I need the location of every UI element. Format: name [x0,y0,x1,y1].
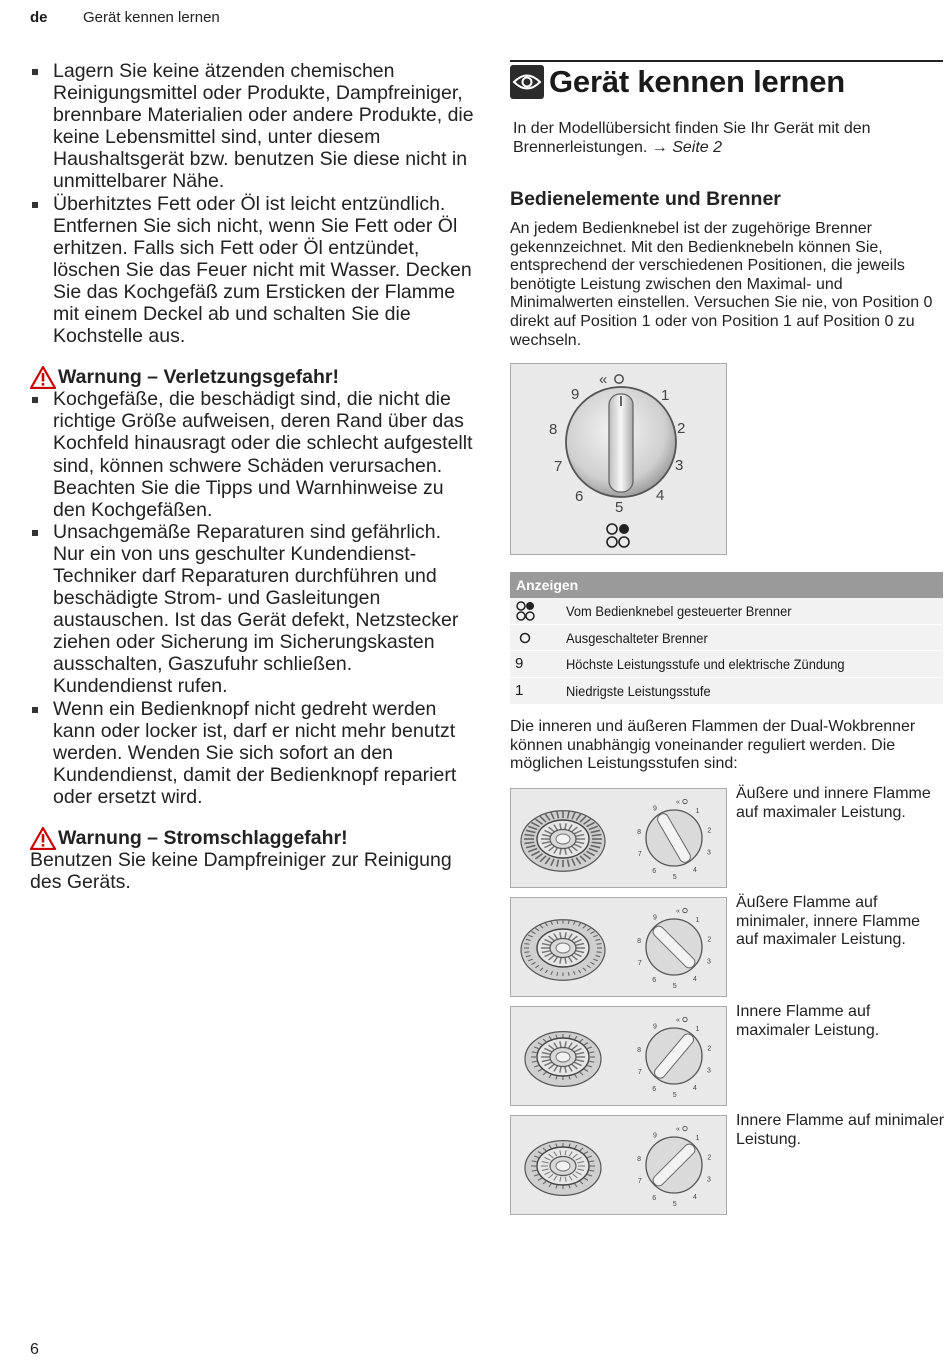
table-symbol: 1 [515,682,524,700]
page-title: Gerät kennen lernen [549,64,845,99]
knob-number: 4 [692,1085,697,1093]
knob-number: 2 [707,1045,712,1053]
off-position-icon [683,1126,687,1130]
bullet-item: Überhitztes Fett oder Öl ist leicht entzündlich. Entfernen Sie sich nicht, wenn Sie Fett oder Öl erhitzen. Falls sich Fett oder Öl entzündet, löschen Sie das Feuer nicht mit Wasser. Decken Sie das Kochgefäß zum Ersticken der Flamme mit einem Deckel ab und schalten Sie die Kochstelle aus. [30,193,475,348]
small-knob-icon [637,908,711,990]
knob-number: 9 [653,914,657,922]
knob-number: 9 [653,1023,657,1031]
eye-icon [510,65,544,99]
warning-heading-shock [30,827,475,849]
knob-number: 9 [571,386,580,403]
knob-number: 1 [695,807,700,815]
table-row [510,678,943,705]
table-row [510,625,943,652]
bullet-item: Unsachgemäße Reparaturen sind gefährlich. Nur ein von uns geschulter Kundendienst-Techniker darf Reparaturen durchführen und beschädigte Strom- und Gasleitungen austauschen. Ist das Gerät defekt, Netzstecker ziehen oder Sicherung im Sicherungskasten ausschalten, Gaszufuhr schließen. Kundendienst rufen. [30,521,475,698]
off-position-icon [683,799,687,803]
warning-triangle-icon [30,827,56,850]
warning-label: Warnung – Stromschlaggefahr! [58,827,348,849]
knob-number: 1 [661,387,670,404]
burner-symbol-icon [607,524,629,547]
knob-number: 6 [652,976,657,984]
knob-number: 8 [637,1047,641,1055]
knob-number: 7 [554,458,563,475]
knob-figure [510,363,727,555]
dual-burner-caption: Äußere Flamme auf minimaler, innere Flamme auf maximaler Leistung. [736,894,921,949]
warning-triangle-icon [30,366,56,389]
bullet-item: Wenn ein Bedienknopf nicht gedreht werden kann oder locker ist, darf er nicht mehr benutzt werden. Wenden Sie sich sofort an den Kundendienst, damit der Bedienknopf repariert oder ersetzt wird. [30,698,475,808]
knob-number: 2 [707,1154,712,1162]
table-cell: Niedrigste Leistungsstufe [566,683,711,700]
dual-burner-figure [510,1115,727,1215]
small-knob-icon [637,1017,711,1099]
knob-number: 7 [637,1069,642,1077]
table-cell: Vom Bedienknebel gesteuerter Brenner [566,603,792,619]
off-position-icon [615,375,623,383]
knob-number: 6 [652,1085,657,1093]
wok-burner-icon [521,811,605,871]
knob-number: 5 [615,499,624,516]
knob-number: 7 [637,1178,642,1186]
dual-burner-figure [510,788,727,888]
knob-number: 2 [707,936,712,944]
knob-number: 1 [695,1025,700,1033]
knob-number: 3 [675,457,684,474]
page-number: 6 [30,1341,39,1358]
left-column [30,60,475,893]
knob-number: 5 [672,1201,677,1208]
table-row [510,651,943,678]
dual-burner-figure [510,897,727,997]
table-symbol: 9 [515,655,524,673]
knob-number: 1 [695,1134,700,1142]
dual-burner-caption: Innere Flamme auf maximaler Leistung. [736,1003,880,1039]
right-column [510,60,945,1208]
controlled-burner-icon [515,598,555,624]
off-position-icon [683,908,687,912]
intro-text: In der Modellübersicht finden Sie Ihr Gerät mit den Brennerleistungen. [513,120,871,156]
knob-number: 9 [653,805,657,813]
knob-number: 9 [653,1132,657,1140]
indicator-table [510,572,943,705]
header-section-title: Gerät kennen lernen [83,9,220,26]
knob-number: 7 [637,851,642,859]
section-heading [510,60,943,102]
knob-number: 3 [707,849,711,857]
knob-number: 7 [637,960,642,968]
knob-number: 5 [672,874,677,881]
dual-wok-paragraph: Die inneren und äußeren Flammen der Dual-Wokbrenner können unabhängig voneinander reguliert werden. Die möglichen Leistungsstufen sind: [510,718,916,773]
knob-top-symbol: « [676,1017,680,1024]
knob-number: 6 [575,488,584,505]
warning-heading-injury [30,366,475,388]
bullet-item: Lagern Sie keine ätzenden chemischen Reinigungsmittel oder Produkte, Dampfreiniger, brennbare Materialien oder andere Produkte, die keine Lebensmittel sind, unter diesem Haushaltsgerät bzw. benutzen Sie diese nicht in unmittelbarer Nähe. [30,60,475,193]
knob-handle [609,394,633,492]
small-knob-icon [637,1126,711,1208]
knob-number: 4 [692,867,697,875]
knob-number: 6 [652,1194,657,1202]
table-header: Anzeigen [510,572,943,598]
knob-top-symbol: « [676,799,680,806]
table-cell: Höchste Leistungsstufe und elektrische Zündung [566,656,845,673]
knob-number: 1 [695,916,700,924]
knob-number: 8 [637,938,641,946]
knob-number: 4 [692,976,697,984]
knob-top-symbol: « [676,1126,680,1133]
burner-off-icon [515,625,555,651]
knob-number: 4 [656,487,665,504]
small-knob-icon [637,799,711,881]
knob-number: 2 [677,420,686,437]
controls-paragraph: An jedem Bedienknebel ist der zugehörige Brenner gekennzeichnet. Mit den Bedienknebeln können Sie, entsprechend der verschiedenen Positionen, die jeweils benötigte Leistung zwischen den Maximal- und Minimalwerten einstellen. Versuchen Sie nie, von Position 0 direkt auf Position 1 oder von Position 1 auf Position 0 zu wechseln. [510,220,933,349]
warning-label: Warnung – Verletzungsgefahr! [58,366,339,389]
knob-number: 8 [637,829,641,837]
wok-burner-icon [521,920,605,980]
knob-number: 3 [707,1067,711,1075]
knob-number: 4 [692,1194,697,1202]
intro-paragraph [513,120,943,157]
dual-burner-caption: Äußere und innere Flamme auf maximaler Leistung. [736,785,931,821]
arrow-icon: → [651,138,668,156]
table-cell: Ausgeschalteter Brenner [566,629,708,646]
wok-burner-icon [525,1141,601,1196]
knob-number: 8 [549,421,558,438]
header-language: de [30,9,48,26]
wok-burner-icon [525,1032,601,1087]
knob-number: 6 [652,867,657,875]
knob-number: 5 [672,983,677,990]
knob-number: 5 [672,1092,677,1099]
dual-burner-figure [510,1006,727,1106]
table-row [510,598,943,625]
off-position-icon [683,1017,687,1021]
knob-number: 3 [707,1176,711,1184]
dual-burner-caption: Innere Flamme auf minimaler Leistung. [736,1112,945,1148]
subsection-title: Bedienelemente und Brenner [510,188,781,210]
knob-number: 3 [707,958,711,966]
knob-number: 2 [707,827,712,835]
knob-top-symbol: « [676,908,680,915]
page-reference-link[interactable]: Seite 2 [672,138,723,156]
knob-number: 8 [637,1156,641,1164]
warning-text: Benutzen Sie keine Dampfreiniger zur Reinigung des Geräts. [30,849,452,893]
knob-top-symbol: « [599,371,608,388]
bullet-item: Kochgefäße, die beschädigt sind, die nicht die richtige Größe aufweisen, deren Rand über das Kochfeld hinausragt oder die schlecht aufgestellt sind, können schwere Schäden verursachen. Beachten Sie die Tipps und Warnhinweise zu den Kochgefäßen. [30,388,475,521]
